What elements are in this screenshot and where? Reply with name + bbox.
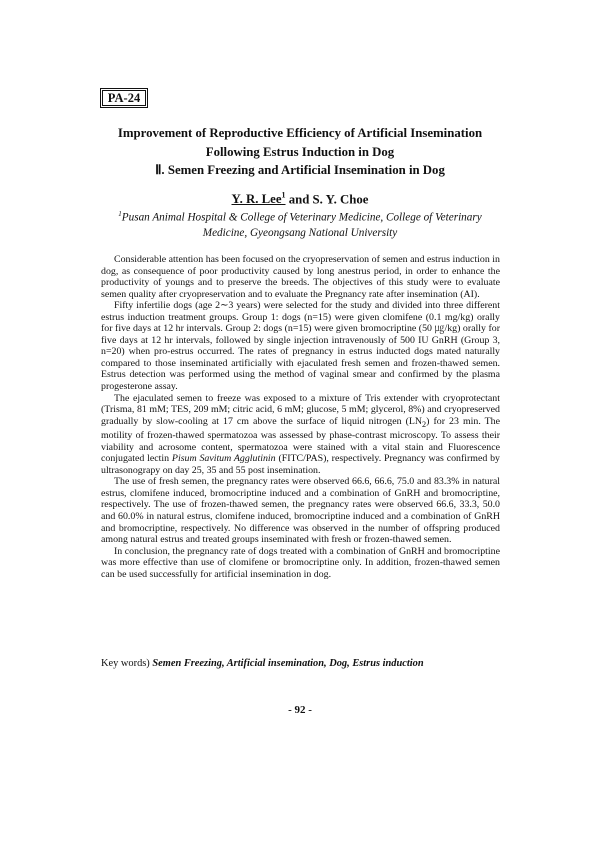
author-list bbox=[60, 188, 540, 207]
abstract-paragraph-1: Considerable attention has been focused on the cryopreservation of semen and estrus induction in dog, as consequence of poor productivity caused by long anestrus period, in order to enhance the productivity of youngs and to preserve the breeds. The objectives of this study were to evaluate semen quality after cryopreservation and to evaluate the Pregnancy rate after insemination (AI). bbox=[101, 254, 500, 300]
affiliation-line-1-text: Pusan Animal Hospital & College of Veterinary Medicine, College of Veterinary bbox=[121, 211, 482, 224]
author-1-affil-mark: 1 bbox=[281, 191, 286, 200]
page-number: - 92 - bbox=[288, 704, 312, 716]
title-line-2: Following Estrus Induction in Dog bbox=[205, 144, 395, 159]
abstract-paragraph-3 bbox=[101, 393, 500, 477]
abstract-paragraph-5: In conclusion, the pregnancy rate of dogs treated with a combination of GnRH and bromocriptine was more effective than use of clomifene or bromocriptine only. In addition, frozen-thawed semen can be used successfully for artificial insemination in dog. bbox=[101, 545, 500, 580]
author-1-name: Y. R. Lee bbox=[231, 192, 282, 207]
keywords bbox=[101, 657, 521, 670]
abstract-paragraph-4: The use of fresh semen, the pregnancy rates were observed 66.6, 66.6, 75.0 and 83.3% in natural estrus, clomifene induced, bromocriptine induced and a combination of GnRH and bromocriptine, respectively. The use of frozen-thawed semen, the pregnancy rates were observed 66.6, 33.3, 50.0 and 60.0% in natural estrus, clomifene induced, bromocriptine induced and a combination of GnRH and bromocriptine, respectively. No difference was observed in the number of offspring produced among natural estrus and treated groups inseminated with fresh or frozen-thawed semen. bbox=[101, 476, 500, 546]
p3-subscript: 2 bbox=[422, 419, 427, 429]
p3-species-name: Pisum Savitum Agglutinin bbox=[171, 453, 276, 465]
title-line-1: Improvement of Reproductive Efficiency of Artificial Insemination bbox=[117, 126, 483, 140]
author-2: and S. Y. Choe bbox=[285, 192, 369, 207]
affiliation-line-1 bbox=[60, 207, 540, 226]
abstract-code-box: PA-24 bbox=[100, 88, 148, 108]
keywords-value: Semen Freezing, Artificial insemination, Dog, Estrus induction bbox=[152, 658, 424, 669]
keywords-label: Key words) bbox=[101, 658, 153, 669]
p3-text-a: The ejaculated semen to freeze was exposed to a mixture of Tris extender with cryoprotectant (Trisma, 81 mM; TES, 209 mM; citric acid, 6 mM; glucose, 5 mM; glycerol, 8%) and cryopreserved gradually by slow-cooling at 17 cm above the surface of liquid nitrogen (LN bbox=[101, 392, 500, 427]
affiliation-mark: 1 bbox=[118, 210, 122, 218]
affiliation-line-2: Medicine, Gyeongsang National University bbox=[202, 226, 398, 239]
affiliation bbox=[60, 207, 540, 241]
abstract-paragraph-2: Fifty infertilie dogs (age 2∼3 years) were selected for the study and divided into three different estrus induction treatment groups. Group 1: dogs (n=15) were given clomifene (0.1 mg/kg) orally for five days at 12 hr intervals. Group 2: dogs (n=15) were given bromocriptine (50 ㎍/kg) orally for five days at 12 hr intervals, followed by single injection intravenously of 500 IU GnRH (Group 3, n=20) when pro-estrus occurred. The rates of pregnancy in estrus inducted dogs mated naturally compared to those inseminated artificially with ejaculated fresh semen and frozen-thawed semen. Estrus detection was performed using the method of vaginal smear and confirmed by the plasma progesterone assay. bbox=[101, 300, 500, 393]
author-1 bbox=[232, 192, 286, 206]
p3-text-b: ) for 23 min. The motility of frozen-thawed spermatozoa was assessed by phase-contrast microscopy. To assess their viability and acrosome content, spermatozoa were stained with a vital stain and Fluorescence conjugated lectin bbox=[101, 415, 501, 465]
p3-text-c: (FITC/PAS), respectively. Pregnancy was confirmed by ultrasonograpy on day 25, 35 and 55 post insemination. bbox=[101, 453, 500, 476]
paper-title bbox=[60, 124, 540, 180]
title-line-3: Ⅱ. Semen Freezing and Artificial Insemination in Dog bbox=[155, 163, 445, 178]
abstract-body bbox=[101, 254, 500, 580]
